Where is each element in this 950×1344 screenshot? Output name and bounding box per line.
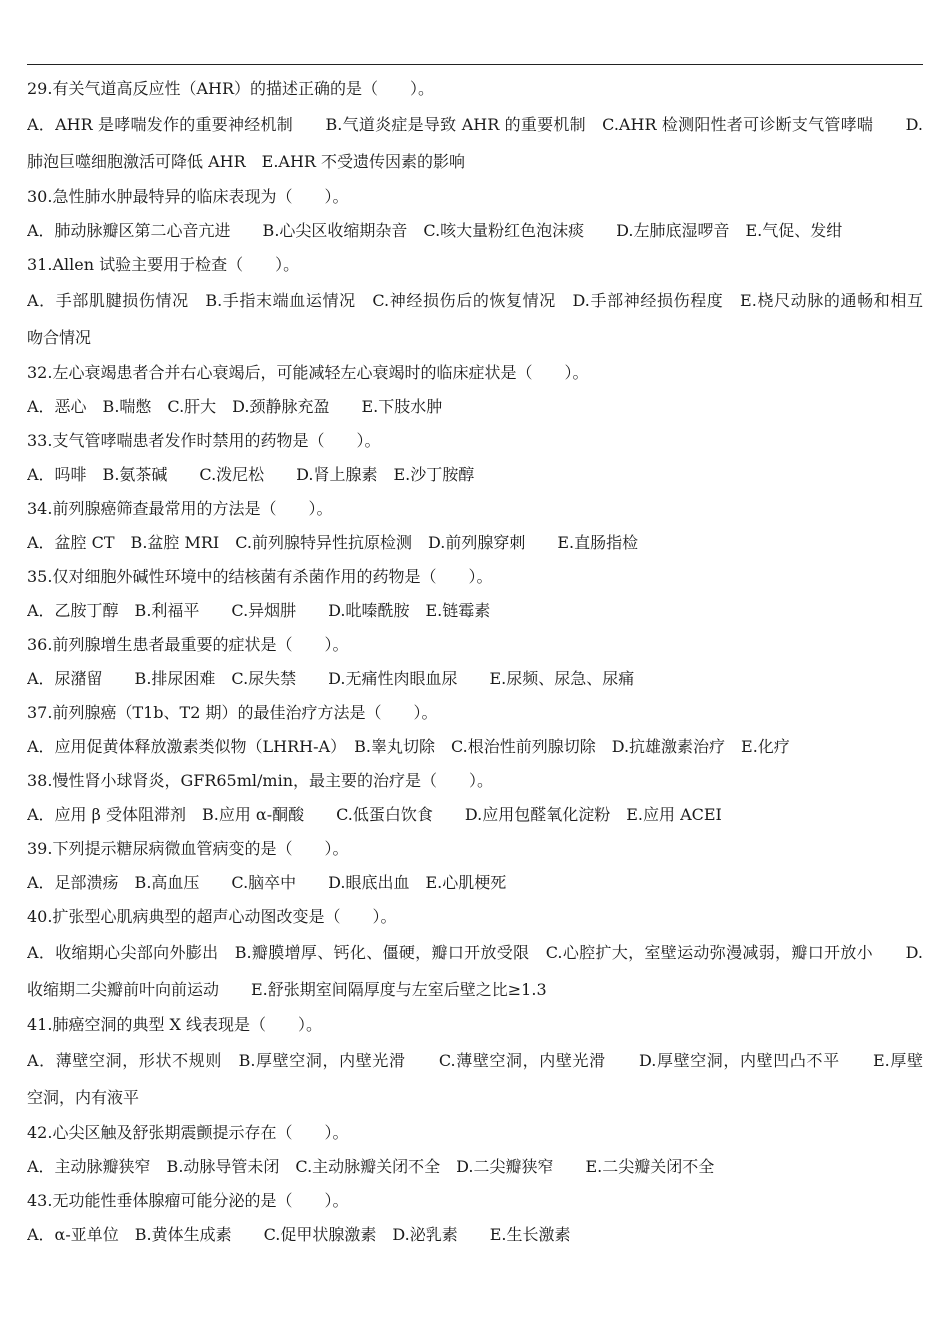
answer-options: A．主动脉瓣狭窄 B.动脉导管未闭 C.主动脉瓣关闭不全 D.二尖瓣狭窄 E.二尖瓣关闭不全: [27, 1157, 715, 1176]
question-stem: 32.左心衰竭患者合并右心衰竭后，可能减轻左心衰竭时的临床症状是（ ）。: [27, 363, 589, 382]
answer-options: A．薄壁空洞，形状不规则 B.厚壁空洞，内壁光滑 C.薄壁空洞，内壁光滑 D.厚壁空洞，内壁凹凸不平 E.厚壁: [27, 1051, 923, 1070]
answer-options: 吻合情况: [27, 328, 92, 347]
answer-options: A．吗啡 B.氨茶碱 C.泼尼松 D.肾上腺素 E.沙丁胺醇: [27, 465, 475, 484]
question-stem: 42.心尖区触及舒张期震颤提示存在（ ）。: [27, 1123, 349, 1142]
question-stem: 36.前列腺增生患者最重要的症状是（ ）。: [27, 635, 349, 654]
answer-options: A．盆腔 CT B.盆腔 MRI C.前列腺特异性抗原检测 D.前列腺穿刺 E.直肠指检: [27, 533, 639, 552]
answer-options: 收缩期二尖瓣前叶向前运动 E.舒张期室间隔厚度与左室后壁之比≥1.3: [27, 980, 547, 999]
question-stem: 35.仅对细胞外碱性环境中的结核菌有杀菌作用的药物是（ ）。: [27, 567, 493, 586]
question-stem: 29.有关气道高反应性（AHR）的描述正确的是（ ）。: [27, 79, 435, 98]
answer-options: A．收缩期心尖部向外膨出 B.瓣膜增厚、钙化、僵硬，瓣口开放受限 C.心腔扩大，室壁运动弥漫减弱，瓣口开放小 D.: [27, 943, 923, 962]
answer-options: A．应用 β 受体阻滞剂 B.应用 α-酮酸 C.低蛋白饮食 D.应用包醛氧化淀粉 E.应用 ACEI: [27, 805, 722, 824]
answer-options: A．恶心 B.喘憋 C.肝大 D.颈静脉充盈 E.下肢水肿: [27, 397, 443, 416]
question-stem: 39.下列提示糖尿病微血管病变的是（ ）。: [27, 839, 349, 858]
answer-options: A．α-亚单位 B.黄体生成素 C.促甲状腺激素 D.泌乳素 E.生长激素: [27, 1225, 571, 1244]
question-stem: 34.前列腺癌筛查最常用的方法是（ ）。: [27, 499, 333, 518]
answer-options: A．手部肌腱损伤情况 B.手指末端血运情况 C.神经损伤后的恢复情况 D.手部神经损伤程度 E.桡尺动脉的通畅和相互: [27, 291, 923, 310]
answer-options: 空洞，内有液平: [27, 1088, 140, 1107]
answer-options: A．应用促黄体释放激素类似物（LHRH-A） B.睾丸切除 C.根治性前列腺切除 D.抗雄激素治疗 E.化疗: [27, 737, 790, 756]
answer-options: A．尿潴留 B.排尿困难 C.尿失禁 D.无痛性肉眼血尿 E.尿频、尿急、尿痛: [27, 669, 635, 688]
question-stem: 40.扩张型心肌病典型的超声心动图改变是（ ）。: [27, 907, 397, 926]
question-stem: 30.急性肺水肿最特异的临床表现为（ ）。: [27, 187, 349, 206]
question-stem: 33.支气管哮喘患者发作时禁用的药物是（ ）。: [27, 431, 381, 450]
question-stem: 31.Allen 试验主要用于检查（ ）。: [27, 255, 300, 274]
question-stem: 43.无功能性垂体腺瘤可能分泌的是（ ）。: [27, 1191, 349, 1210]
question-stem: 38.慢性肾小球肾炎，GFR65ml/min，最主要的治疗是（ ）。: [27, 771, 494, 790]
answer-options: A．AHR 是哮喘发作的重要神经机制 B.气道炎症是导致 AHR 的重要机制 C.AHR 检测阳性者可诊断支气管哮喘 D.: [27, 115, 923, 134]
question-list: [27, 72, 923, 1252]
question-stem: 37.前列腺癌（T1b、T2 期）的最佳治疗方法是（ ）。: [27, 703, 438, 722]
answer-options: A．乙胺丁醇 B.利福平 C.异烟肼 D.吡嗪酰胺 E.链霉素: [27, 601, 491, 620]
answer-options: 肺泡巨噬细胞激活可降低 AHR E.AHR 不受遗传因素的影响: [27, 152, 466, 171]
header-rule: [27, 64, 923, 65]
answer-options: A．肺动脉瓣区第二心音亢进 B.心尖区收缩期杂音 C.咳大量粉红色泡沫痰 D.左肺底湿啰音 E.气促、发绀: [27, 221, 843, 240]
answer-options: A．足部溃疡 B.高血压 C.脑卒中 D.眼底出血 E.心肌梗死: [27, 873, 507, 892]
question-stem: 41.肺癌空洞的典型 X 线表现是（ ）。: [27, 1015, 323, 1034]
